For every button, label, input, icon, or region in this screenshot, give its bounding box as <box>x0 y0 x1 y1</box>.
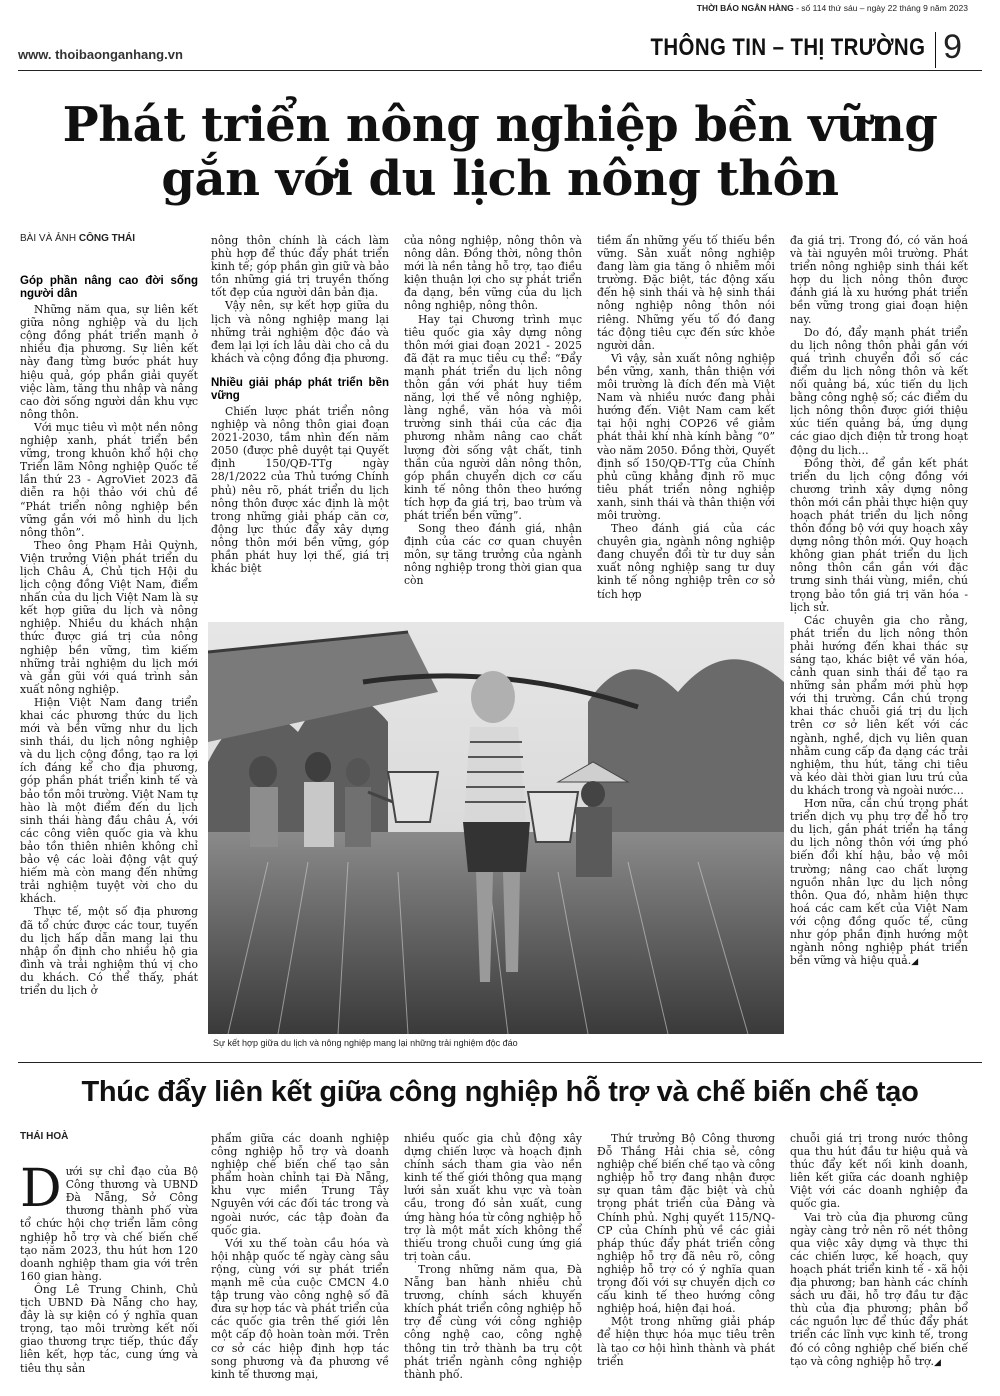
header-rule <box>18 70 982 71</box>
paragraph <box>790 797 968 969</box>
subheading-1: Góp phần nâng cao đời sống người dân <box>20 275 198 301</box>
paragraph: đa giá trị. Trong đó, có văn hoá và tài nguyên môi trường. Phát triển nông nghiệp sinh thái kết hợp du lịch nông thôn được đánh giá là xu hướng phát triển bền vững trong giai đoạn hiện nay. <box>790 234 968 326</box>
paragraph: Một trong những giải pháp để hiện thực hóa mục tiêu trên là tạo cơ hội hình thành và phát triển <box>597 1315 775 1368</box>
paragraph: Thực tế, một số địa phương đã tổ chức được các tour, tuyến du lịch hấp dẫn mang lại thu nhập ổn định cho nhiều hộ gia đình và trải nghiệm thú vị cho du khách. Có thể thấy, phát triển du lịch ở <box>20 905 198 997</box>
subheading-2: Nhiều giải pháp phát triển bền vững <box>211 376 389 402</box>
section-title: THÔNG TIN – THỊ TRƯỜNG <box>650 34 925 61</box>
end-mark-icon: ◢ <box>911 957 919 968</box>
paragraph-text: Vai trò của địa phương cũng ngày càng trở nên rõ nét thông qua việc xây dựng và thực thi các chiến lược, kế hoạch, quy hoạch phát triển kinh tế - xã hội địa phương; ban hành các chính sách ưu đãi, hỗ trợ đầu tư đặc thù của địa phương; phân bổ các nguồn lực để thúc đẩy phát triển các lĩnh vực kinh tế, trong đó có công nghiệp chế biến chế tạo và công nghiệp hỗ trợ. <box>790 1210 968 1368</box>
article2-byline <box>20 1130 198 1143</box>
article1-photo <box>208 622 784 1034</box>
article1-column-3 <box>404 234 582 616</box>
page-number-divider <box>935 32 936 68</box>
photo-caption: Sự kết hợp giữa du lịch và nông nghiệp mang lại những trải nghiệm độc đáo <box>213 1038 518 1048</box>
paragraph <box>790 1211 968 1370</box>
paragraph-text: Hơn nữa, cần chú trọng phát triển dịch vụ phụ trợ để hỗ trợ du lịch, gắn phát triển hạ tầng du lịch nông thôn với ứng phó biến đổi khí hậu, bảo vệ môi trường; nâng cao chất lượng nguồn nhân lực du lịch nông thôn. Qua đó, nhằm hiện thực hoá các cam kết của Việt Nam với cộng đồng quốc tế, cũng như góp phần định hướng một ngành nông nghiệp phát triển bền vững và hiệu quả. <box>790 797 968 968</box>
paragraph: Những năm qua, sự liên kết giữa nông nghiệp và du lịch cộng đồng phát triển mạnh ở nhiều địa phương. Sự liên kết này đang từng bước phát huy hiệu quả, góp phần giải quyết việc làm, tăng thu nhập và nâng cao đời sống người dân khu vực nông thôn. <box>20 303 198 421</box>
article2-column-1 <box>20 1130 198 1394</box>
paragraph: Theo ông Phạm Hải Quỳnh, Viện trưởng Viện phát triển du lịch Châu Á, Chủ tịch Hội du lịch cộng đồng Việt Nam, điểm nhấn của du lịch Việt Nam là sự kết hợp giữa du lịch và nông nghiệp. Nhiều du khách nhận thức được giá trị của nông nghiệp bền vững, tìm kiếm những trải nghiệm du lịch mới và gắn gũi với quá trình sản xuất nông nghiệp. <box>20 538 198 696</box>
issue-info: - số 114 thứ sáu – ngày 22 tháng 9 năm 2023 <box>793 3 968 13</box>
paragraph-text: ưới sự chỉ đạo của Bộ Công thương và UBND Đà Nẵng, Sở Công thương thành phố vừa tổ chức hội chợ triển lãm công nghiệp hỗ trợ và chế biến chế tạo năm 2023, thu hút hơn 120 doanh nghiệp tham gia với trên 160 gian hàng. <box>20 1165 198 1283</box>
paragraph: Các chuyên gia cho rằng, phát triển du lịch nông thôn phải hướng đến khai thác sự sáng tạo, khác biệt về văn hóa, cảnh quan sinh thái để tạo ra những sản phẩm mới phù hợp với thị trường. Cần chú trọng khai thác chuỗi giá trị du lịch trên cơ sở liên kết với các ngành, nghề, dịch vụ liên quan nhằm cung cấp đa dạng các trải nghiệm, thu hút, tăng chi tiêu và kéo dài thời gian lưu trú của du khách trong và ngoài nước… <box>790 613 968 797</box>
paragraph: Ông Lê Trung Chinh, Chủ tịch UBND Đà Nẵng cho hay, đây là sự kiện có ý nghĩa quan trọng, tạo môi trường kết nối giao thương trực tiếp, thúc đẩy liên kết, hợp tác, cung ứng và tiêu thụ sản <box>20 1282 198 1375</box>
paragraph: chuỗi giá trị trong nước thông qua thu hút đầu tư hiệu quả và thúc đẩy kết nối kinh doanh, liên kết giữa các doanh nghiệp Việt với các doanh nghiệp đa quốc gia. <box>790 1132 968 1211</box>
paragraph: Vậy nên, sự kết hợp giữa du lịch và nông nghiệp mang lại những trải nghiệm độc đáo và đem lại lợi ích lâu dài cho cả du khách và cộng đồng địa phương. <box>211 299 389 365</box>
article2-column-3 <box>404 1132 582 1394</box>
publication-name: THỜI BÁO NGÂN HÀNG <box>696 3 794 13</box>
paragraph: Hay tại Chương trình mục tiêu quốc gia xây dựng nông thôn mới giai đoạn 2021 - 2025 đã đặt ra mục tiêu cụ thể: “Đẩy mạnh phát triển du lịch nông thôn gắn với phát huy tiềm năng, lợi thế về nông nghiệp, làng nghề, văn hóa và môi trường sinh thái của các địa phương nhằm nâng cao chất lượng đời sống vật chất, tinh thần của người dân nông thôn, góp phần chuyển dịch cơ cấu kinh tế nông thôn theo hướng tích hợp đa giá trị, bao trùm và phát triển bền vững”. <box>404 312 582 522</box>
article1-column-1 <box>20 232 198 1057</box>
article2-column-2 <box>211 1132 389 1394</box>
byline-author: CÔNG THÁI <box>78 233 136 244</box>
paragraph <box>20 1159 198 1283</box>
article1-column-2 <box>211 234 389 616</box>
website-url[interactable]: www. thoibaonganhang.vn <box>18 47 183 62</box>
article1-headline-line1: Phát triển nông nghiệp bền vững <box>62 97 938 153</box>
paragraph: nhiều quốc gia chủ động xây dựng chiến lược và hoạch định chính sách tham gia vào nền kinh tế thế giới thông qua mạng lưới sản xuất khu vực và toàn cầu, trong đó sản xuất, cung ứng hàng hóa từ công nghiệp hỗ trợ là một mắt xích không thể thiếu trong chuỗi cung ứng giá trị toàn cầu. <box>404 1132 582 1263</box>
paragraph: Do đó, đẩy mạnh phát triển du lịch nông thôn phải gắn với quá trình chuyển đổi số các điểm du lịch nông thôn và kết nối quảng bá, xúc tiến du lịch bằng công nghệ số; các điểm du lịch nông thôn được giới thiệu xúc tiến quảng bá, ứng dụng các giao dịch điện tử trong hoạt động du lịch… <box>790 325 968 457</box>
end-mark-icon: ◢ <box>933 1357 941 1368</box>
article1-byline <box>20 232 198 245</box>
paragraph: Hiện Việt Nam đang triển khai các phương thức du lịch mới và bền vững như du lịch sinh thái, du lịch nông nghiệp và du lịch cộng đồng, tạo ra lợi ích đáng kể cho địa phương, góp phần phát triển kinh tế và bảo tồn môi trường. Việt Nam tự hào là một điểm đến du lịch sinh thái hàng đầu châu Á, với các công viên quốc gia và khu bảo tồn thiên nhiên không chỉ bảo vệ các loài động vật quý hiếm mà còn mang đến những trải nghiệm tuyệt vời cho du khách. <box>20 695 198 906</box>
article2-column-5 <box>790 1132 968 1394</box>
byline-prefix: BÀI VÀ ẢNH <box>20 233 79 244</box>
article1-headline-line2: gắn với du lịch nông thôn <box>161 151 839 207</box>
article1-column-4 <box>597 234 775 616</box>
paragraph: nông thôn chính là cách làm phù hợp để thúc đẩy phát triển kinh tế; góp phần gìn giữ và bảo tồn những giá trị truyền thống tốt đẹp của người dân bản địa. <box>211 234 389 300</box>
article1-column-5 <box>790 234 968 1059</box>
page-number: 9 <box>943 28 962 66</box>
dropcap-letter: D <box>20 1159 62 1220</box>
byline-author: THÁI HOÀ <box>20 1131 69 1142</box>
paragraph: Đồng thời, để gắn kết phát triển du lịch cộng đồng với chương trình xây dựng nông thôn mới cần phải thực hiện quy hoạch phát triển du lịch nông thôn đồng bộ với quy hoạch xây dựng nông thôn mới. Quy hoạch không gian phát triển du lịch nông thôn cần gắn với đặc trưng sinh thái vùng, miền, chú trọng bảo tồn giá trị văn hóa - lịch sử. <box>790 456 968 614</box>
article-separator <box>18 1062 982 1063</box>
paragraph: Chiến lược phát triển nông nghiệp và nông thôn giai đoạn 2021-2030, tầm nhìn đến năm 2050 (được phê duyệt tại Quyết định 150/QĐ-TTg ngày 28/1/2022 của Thủ tướng Chính phủ) nêu rõ, phát triển du lịch nông thôn được xác định là một trong những giải pháp căn cơ, động lực thúc đẩy xây dựng nông thôn mới bền vững, góp phần phát huy lợi thế, giá trị khác biệt <box>211 404 389 576</box>
paragraph: Với xu thế toàn cầu hóa và hội nhập quốc tế ngày càng sâu rộng, cùng với sự phát triển mạnh mẽ của cuộc CMCN 4.0 tập trung vào công nghệ số đã đưa sự hợp tác và phát triển của các quốc gia trên thế giới lên một cấp độ hoàn toàn mới. Trên cơ sở các hiệp định hợp tác song phương và đa phương về kinh tế thương mại, <box>211 1236 389 1381</box>
paragraph: phẩm giữa các doanh nghiệp công nghiệp hỗ trợ và doanh nghiệp chế biến chế tạo sản phẩm hoàn chỉnh tại Đà Nẵng, khu vực miền Trung Tây Nguyên với các đối tác trong và ngoài nước, các tập đoàn đa quốc gia. <box>211 1132 389 1237</box>
issue-line <box>697 3 968 13</box>
article2-headline: Thúc đẩy liên kết giữa công nghiệp hỗ trợ và chế biến chế tạo <box>81 1076 919 1108</box>
paragraph: Vì vậy, sản xuất nông nghiệp bền vững, xanh, thân thiện với môi trường là đích đến mà Việt Nam và nhiều nước đang phải hướng đến. Việt Nam cam kết tại hội nghị COP26 về giảm phát thải khí nhà kính bằng “0” vào năm 2050. Đồng thời, Quyết định số 150/QĐ-TTg của Chính phủ cũng khẳng định rõ mục tiêu phát triển nông nghiệp xanh, sinh thái và thân thiện với môi trường. <box>597 351 775 522</box>
paragraph: Với mục tiêu vì một nền nông nghiệp xanh, phát triển bền vững, trong khuôn khổ hội chợ Triển lãm Nông nghiệp Quốc tế lần thứ 23 - AgroViet 2023 đã diễn ra hội thảo với chủ đề “Phát triển nông nghiệp bền vững gắn với mô hình du lịch nông thôn”. <box>20 420 198 539</box>
paragraph: của nông nghiệp, nông thôn và nông dân. Đồng thời, nông thôn mới là nền tảng hỗ trợ, tạo điều kiện thuận lợi cho sự phát triển đa dạng, bền vững của du lịch nông nghiệp, nông thôn. <box>404 234 582 313</box>
paragraph: Trong những năm qua, Đà Nẵng ban hành nhiều chủ trương, chính sách khuyến khích phát triển công nghiệp hỗ trợ để cùng với công nghiệp công nghệ cao, công nghệ thông tin trở thành ba trụ cột phát triển ngành công nghiệp thành phố. <box>404 1262 582 1381</box>
paragraph: Song theo đánh giá, nhận định của các cơ quan chuyên môn, sự tăng trưởng của ngành nông nghiệp trong thời gian qua còn <box>404 522 582 588</box>
article1-headline <box>0 98 1000 206</box>
paragraph: Theo đánh giá của các chuyên gia, ngành nông nghiệp đang chuyển đổi từ tư duy sản xuất nông nghiệp sang tư duy kinh tế nông nghiệp trên cơ sở tích hợp <box>597 522 775 601</box>
farm-photo-illustration <box>208 622 784 1034</box>
paragraph: Thứ trưởng Bộ Công thương Đỗ Thắng Hải chia sẻ, công nghiệp chế biến chế tạo và công nghiệp hỗ trợ đang nhận được sự quan tâm đặc biệt và chủ trọng phát triển của Đảng và Chính phủ. Nghị quyết 115/NQ-CP của Chính phủ về các giải pháp thúc đẩy phát triển công nghiệp hỗ trợ đã nêu rõ, công nghiệp hỗ trợ có ý nghĩa quan trọng đối với sự chuyển dịch cơ cấu kinh tế theo hướng công nghiệp hoá, hiện đại hoá. <box>597 1132 775 1316</box>
paragraph: tiềm ẩn những yếu tố thiếu bền vững. Sản xuất nông nghiệp đang làm gia tăng ô nhiễm môi trường. Đặc biệt, tác động xấu đến hệ sinh thái và hệ sinh thái nông nghiệp nông thôn nói riêng. Những yếu tố đó đang tác động tiêu cực đến sức khỏe người dân. <box>597 234 775 352</box>
article2-column-4 <box>597 1132 775 1394</box>
